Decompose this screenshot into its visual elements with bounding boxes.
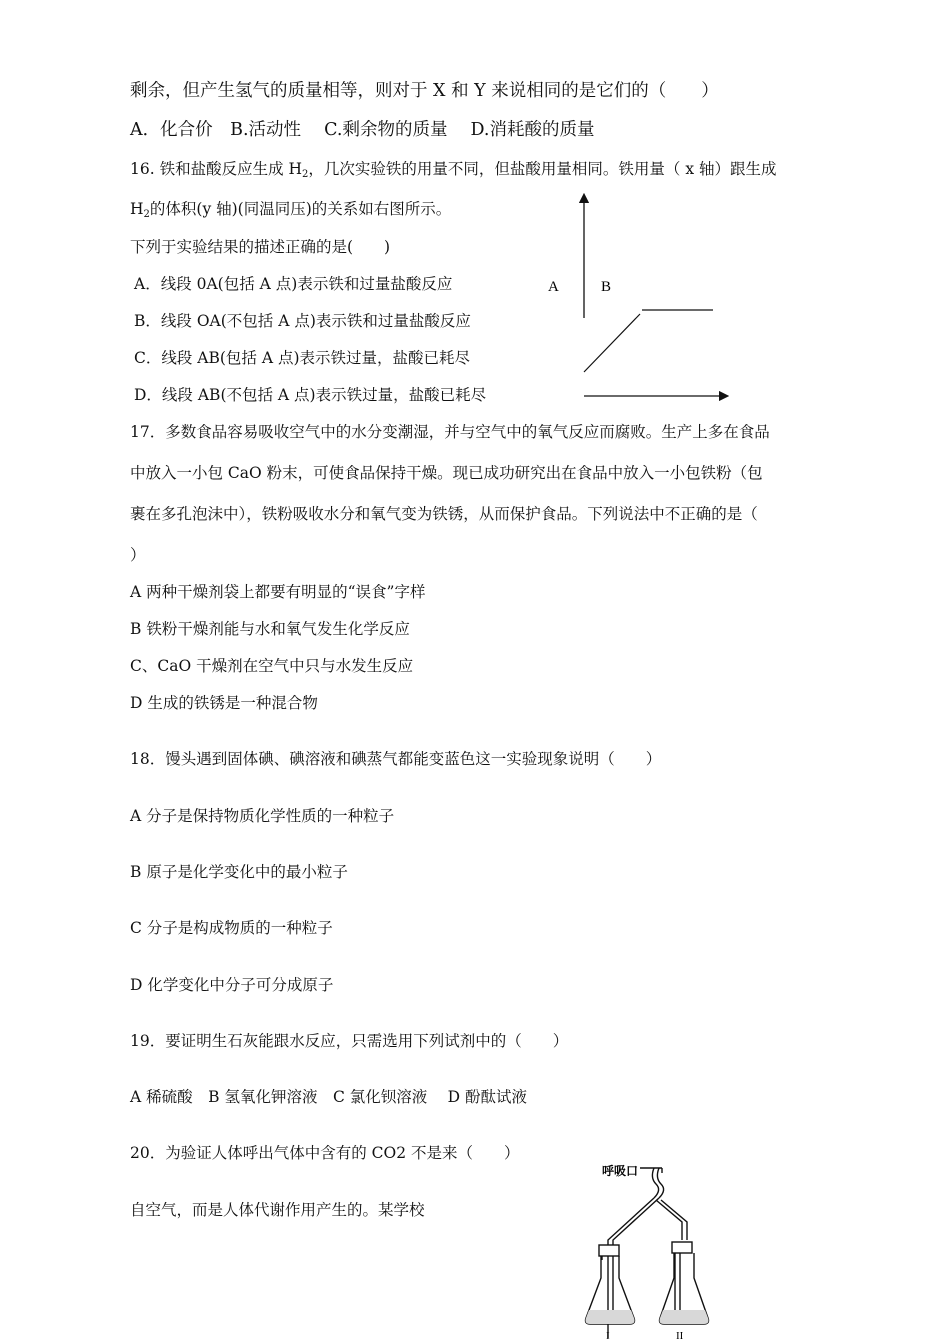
q17-option-d: D 生成的铁锈是一种混合物	[130, 694, 318, 712]
q18-stem: 18．馒头遇到固体碘、碘溶液和碘蒸气都能变蓝色这一实验现象说明（ ）	[130, 750, 662, 768]
segment-oa	[584, 314, 640, 372]
q17-stem-line-2: 中放入一小包 CaO 粉末，可使食品保持干燥。现已成功研究出在食品中放入一小包铁粉（包	[130, 464, 763, 482]
q15-options: A．化合价 B.活动性 C.剩余物的质量 D.消耗酸的质量	[130, 120, 595, 140]
q16-stem-line-2	[130, 202, 451, 220]
flask-1-liquid	[586, 1310, 635, 1324]
flask-2-label: II	[676, 1330, 684, 1342]
q16-stem-part: H	[130, 200, 144, 218]
q16-stem-part: 的体积(y 轴)(同温同压)的关系如右图所示。	[149, 200, 452, 218]
mouthpiece-label: 呼吸口	[602, 1164, 639, 1178]
flask-1-stopper	[599, 1245, 619, 1256]
flask-2-inner-tube	[675, 1246, 680, 1318]
point-b-label: B	[601, 279, 612, 295]
q16-option-c: C．线段 AB(包括 A 点)表示铁过量，盐酸已耗尽	[134, 349, 471, 367]
q18-option-a: A 分子是保持物质化学性质的一种粒子	[130, 807, 395, 825]
breathing-apparatus-diagram	[580, 1160, 730, 1342]
q16-stem-line-3: 下列于实验结果的描述正确的是( )	[130, 238, 391, 256]
flask-2-liquid	[660, 1310, 709, 1324]
q19-stem: 19．要证明生石灰能跟水反应，只需选用下列试剂中的（ ）	[130, 1032, 569, 1050]
q17-option-a: A 两种干燥剂袋上都要有明显的“误食”字样	[130, 583, 426, 601]
subscript: 2	[143, 209, 150, 220]
q16-stem-part: 16. 铁和盐酸反应生成 H	[130, 160, 303, 178]
q18-option-d: D 化学变化中分子可分成原子	[130, 976, 334, 994]
q18-option-b: B 原子是化学变化中的最小粒子	[130, 863, 348, 881]
q16-option-b: B．线段 OA(不包括 A 点)表示铁和过量盐酸反应	[134, 312, 471, 330]
q16-option-d: D．线段 AB(不包括 A 点)表示铁过量，盐酸已耗尽	[134, 386, 487, 404]
q17-stem-line-1: 17．多数食品容易吸收空气中的水分变潮湿，并与空气中的氧气反应而腐败。生产上多在食品	[130, 423, 770, 441]
q17-option-c: C、CaO 干燥剂在空气中只与水发生反应	[130, 657, 414, 675]
mouthpiece-tube	[640, 1168, 662, 1198]
q15-continuation: 剩余，但产生氢气的质量相等，则对于 X 和 Y 来说相同的是它们的（ ）	[130, 81, 719, 101]
q16-stem-part: ，几次实验铁的用量不同，但盐酸用量相同。铁用量（ x 轴）跟生成	[308, 160, 777, 178]
q20-stem: 20．为验证人体呼出气体中含有的 CO2 不是来（ ）	[130, 1144, 520, 1162]
q18-option-c: C 分子是构成物质的一种粒子	[130, 919, 333, 937]
tube-to-flask-2	[661, 1200, 687, 1240]
q20-continuation: 自空气，而是人体代谢作用产生的。某学校	[130, 1201, 425, 1219]
q16-graph	[548, 188, 730, 413]
q17-option-b: B 铁粉干燥剂能与水和氧气发生化学反应	[130, 620, 410, 638]
q16-option-a: A．线段 0A(包括 A 点)表示铁和过量盐酸反应	[134, 275, 453, 293]
q19-options: A 稀硫酸 B 氢氧化钾溶液 C 氯化钡溶液 D 酚酞试液	[130, 1088, 528, 1106]
tube-to-flask-1	[613, 1198, 659, 1315]
subscript: 2	[302, 169, 309, 180]
q17-stem-line-3: 裹在多孔泡沫中），铁粉吸收水分和氧气变为铁锈，从而保护食品。下列说法中不正确的是（	[130, 505, 758, 523]
q16-stem-line-1	[130, 162, 777, 180]
q17-stem-line-4: ）	[130, 546, 146, 564]
point-a-label: A	[548, 279, 559, 295]
flask-2-stopper	[672, 1242, 692, 1253]
flask-1-label: I	[606, 1330, 610, 1342]
